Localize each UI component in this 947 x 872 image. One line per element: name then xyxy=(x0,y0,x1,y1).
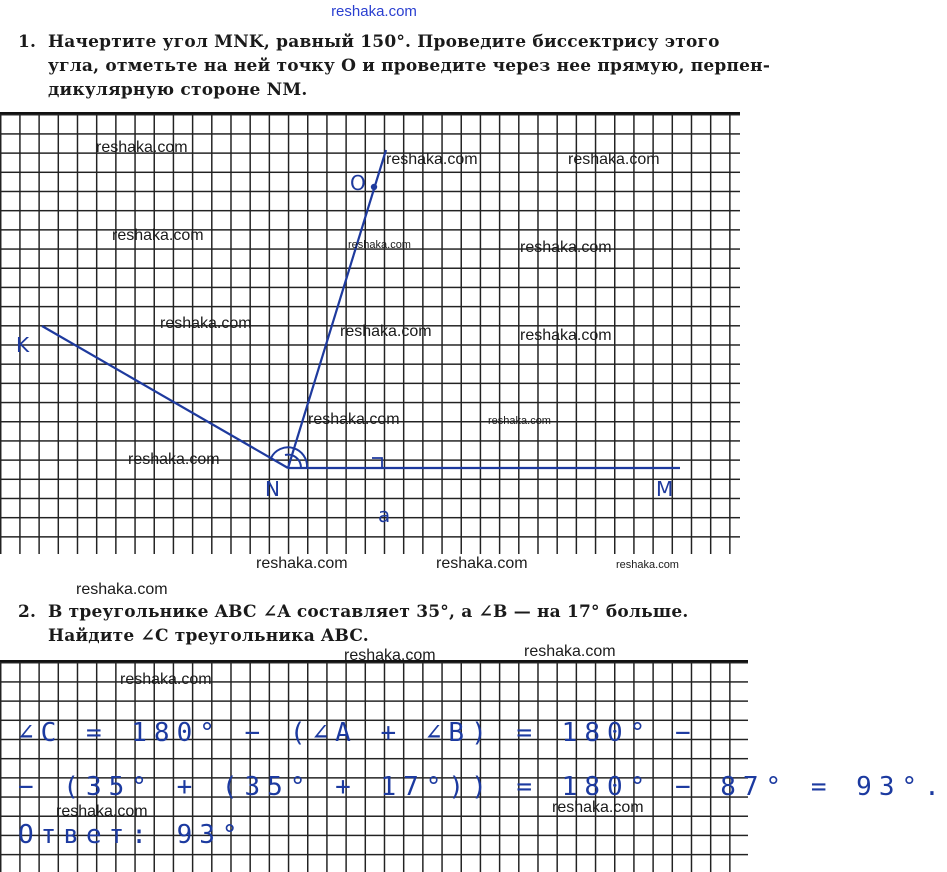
watermark: reshaka.com xyxy=(256,555,348,572)
watermark: reshaka.com xyxy=(308,411,400,428)
watermark: reshaka.com xyxy=(436,555,528,572)
task-1-line-3: дикулярную стороне NM. xyxy=(48,80,308,100)
watermark: reshaka.com xyxy=(56,803,148,820)
watermark: reshaka.com xyxy=(488,415,551,427)
label-o: O xyxy=(350,171,366,195)
watermark: reshaka.com xyxy=(386,151,478,168)
watermark: reshaka.com xyxy=(524,643,616,660)
site-header[interactable]: reshaka.com xyxy=(331,3,417,20)
watermark: reshaka.com xyxy=(128,451,220,468)
watermark: reshaka.com xyxy=(120,671,212,688)
task-2-line-2: Найдите ∠C треугольника ABC. xyxy=(48,626,369,646)
watermark: reshaka.com xyxy=(112,227,204,244)
label-n: N xyxy=(265,477,280,501)
watermark: reshaka.com xyxy=(348,239,411,251)
task-1-line-1: Начертите угол MNK, равный 150°. Проведите биссектрису этого xyxy=(48,32,720,52)
watermark: reshaka.com xyxy=(568,151,660,168)
task-2-line-1: В треугольнике ABC ∠A составляет 35°, а ∠B — на 17° больше. xyxy=(48,602,689,622)
solution-answer: Ответ: 93° xyxy=(18,820,245,850)
solution-line-2: − (35° + (35° + 17°)) = 180° − 87° = 93°. xyxy=(18,772,947,802)
label-a: a xyxy=(378,503,391,527)
label-k: K xyxy=(16,333,30,357)
watermark: reshaka.com xyxy=(520,327,612,344)
label-m: M xyxy=(656,477,674,501)
task-1-number: 1. xyxy=(18,32,37,52)
watermark: reshaka.com xyxy=(552,799,644,816)
task-2-number: 2. xyxy=(18,602,37,622)
watermark: reshaka.com xyxy=(344,647,436,664)
watermark: reshaka.com xyxy=(340,323,432,340)
watermark: reshaka.com xyxy=(616,559,679,571)
solution-line-1: ∠C = 180° − (∠A + ∠B) = 180° − xyxy=(18,718,698,748)
watermark: reshaka.com xyxy=(76,581,168,598)
watermark: reshaka.com xyxy=(96,139,188,156)
watermark: reshaka.com xyxy=(160,315,252,332)
task-1-line-2: угла, отметьте на ней точку O и проведите через нее прямую, перпен- xyxy=(48,56,771,76)
watermark: reshaka.com xyxy=(520,239,612,256)
